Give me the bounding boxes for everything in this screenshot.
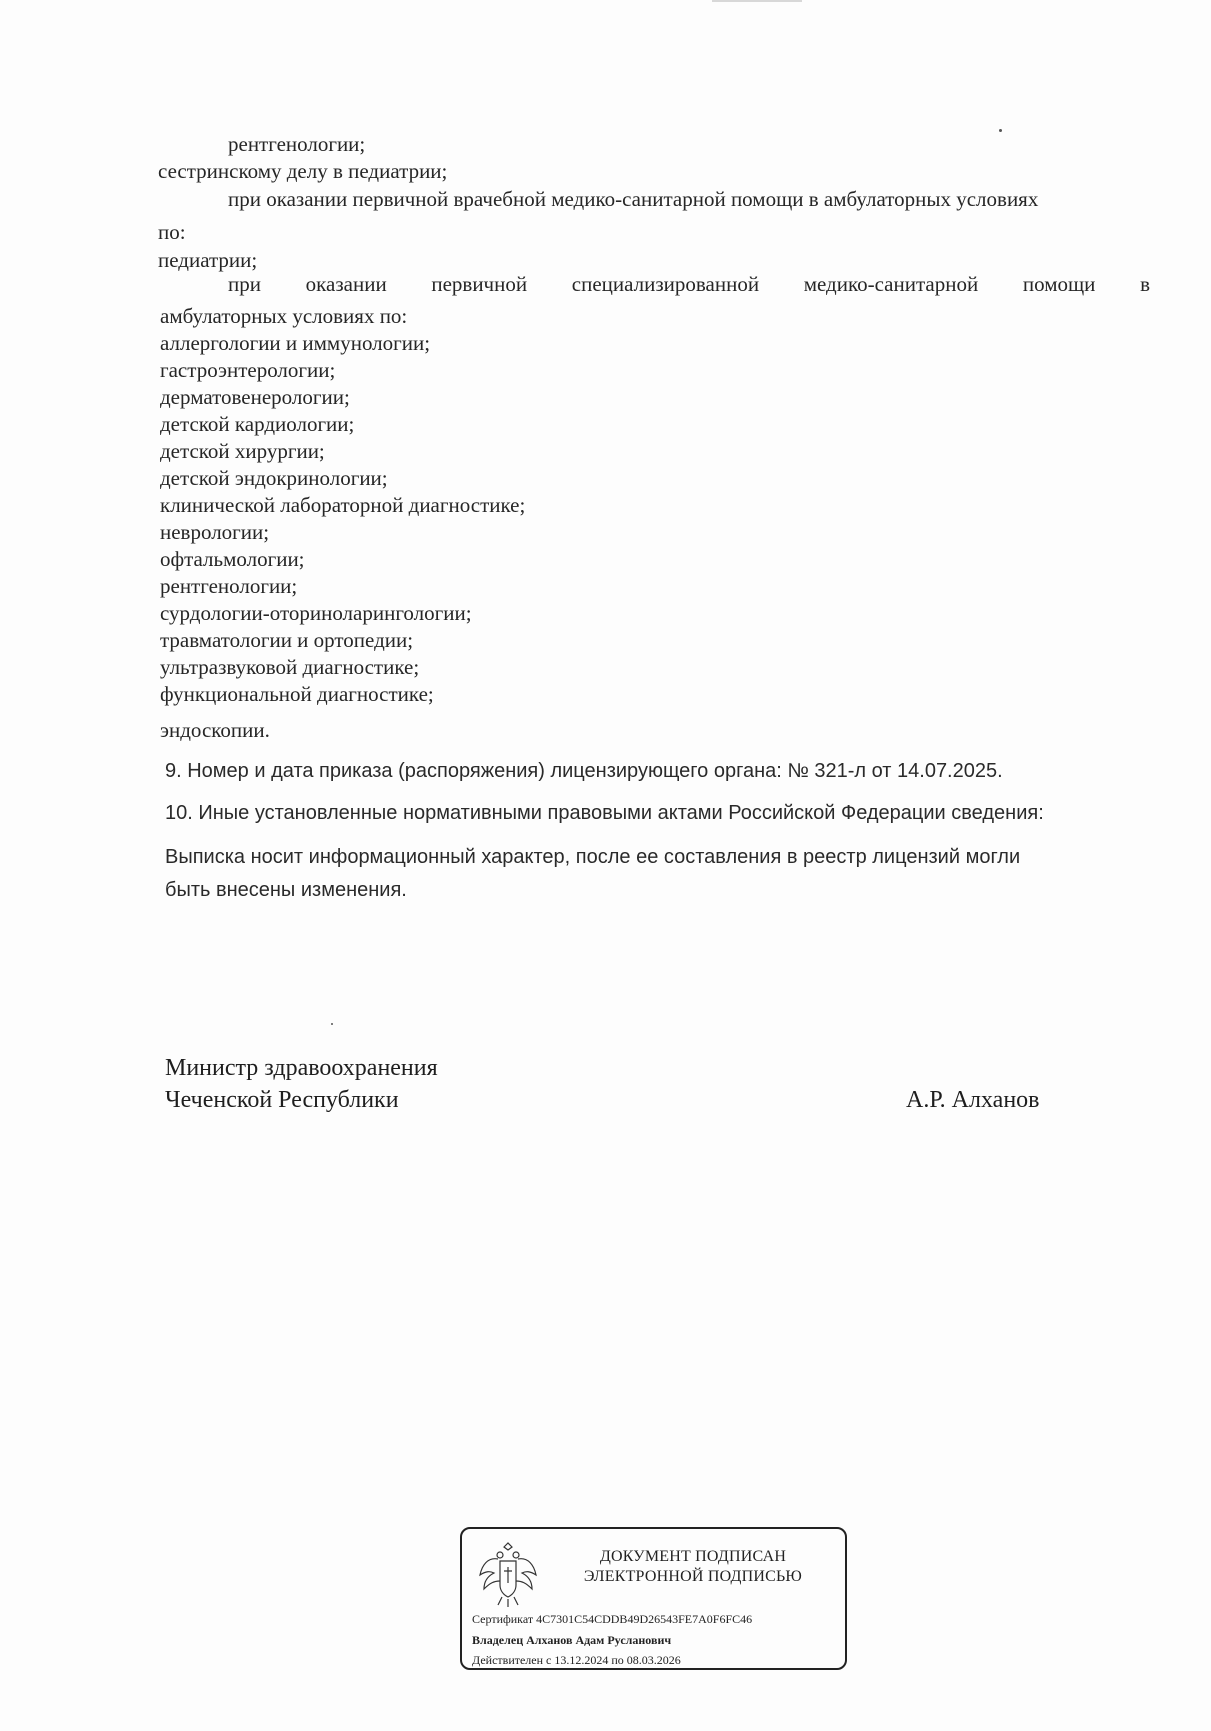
scan-speck [331,1023,333,1025]
specialty-item: гастроэнтерологии; [160,358,336,382]
word: специализированной [571,272,760,296]
item-10: 10. Иные установленные нормативными правовыми актами Российской Федерации сведения: [165,802,1044,824]
body-line: при оказании первичной врачебной медико-санитарной помощи в амбулаторных условиях [228,187,1039,211]
body-line: амбулаторных условиях по: [160,304,408,328]
body-line: по: [158,220,186,244]
specialty-item: функциональной диагностике; [160,682,434,706]
word: медико-санитарной [803,272,979,296]
scan-speck [999,129,1002,132]
stamp-title-line: ЭЛЕКТРОННОЙ ПОДПИСЬЮ [583,1568,803,1585]
specialty-item: рентгенологии; [160,574,298,598]
stamp-title [558,1547,828,1587]
specialty-item: эндоскопии. [160,718,270,742]
stamp-validity: Действителен с 13.12.2024 по 08.03.2026 [472,1653,681,1667]
specialty-item: детской кардиологии; [160,412,355,436]
specialty-item: дерматовенерологии; [160,385,350,409]
specialty-item: клинической лабораторной диагностике; [160,493,526,517]
specialty-item: детской хирургии; [160,439,325,463]
specialty-item: аллергологии и иммунологии; [160,331,431,355]
signatory-title: Министр здравоохранения [165,1055,438,1081]
note-line: быть внесены изменения. [165,879,407,901]
coat-of-arms-icon [476,1541,540,1609]
signatory-title: Чеченской Республики [165,1087,399,1113]
word: при [228,272,261,296]
body-line: сестринскому делу в педиатрии; [158,159,448,183]
stamp-certificate: Сертификат 4C7301C54CDDB49D26543FE7A0F6FC46 [472,1612,753,1626]
word: помощи [1022,272,1096,296]
specialty-item: неврологии; [160,520,270,544]
electronic-signature-stamp [460,1527,847,1670]
item-9: 9. Номер и дата приказа (распоряжения) лицензирующего органа: № 321-л от 14.07.2025. [165,760,1003,782]
body-line: рентгенологии; [228,132,366,156]
specialty-item: сурдологии-оториноларингологии; [160,601,472,625]
stamp-title-line: ДОКУМЕНТ ПОДПИСАН [599,1548,787,1565]
body-line: педиатрии; [158,248,258,272]
specialty-item: травматологии и ортопедии; [160,628,414,652]
word: в [1140,272,1150,296]
note-line: Выписка носит информационный характер, после ее составления в реестр лицензий могли [165,846,1021,868]
specialty-item: офтальмологии; [160,547,305,571]
word: первичной [431,272,528,296]
scan-edge-mark [712,0,802,2]
word: оказании [305,272,387,296]
body-line-justified [228,271,1150,297]
specialty-item: детской эндокринологии; [160,466,388,490]
signatory-name: А.Р. Алханов [906,1087,1040,1113]
stamp-owner: Владелец Алханов Адам Русланович [472,1633,672,1647]
specialty-item: ультразвуковой диагностике; [160,655,420,679]
